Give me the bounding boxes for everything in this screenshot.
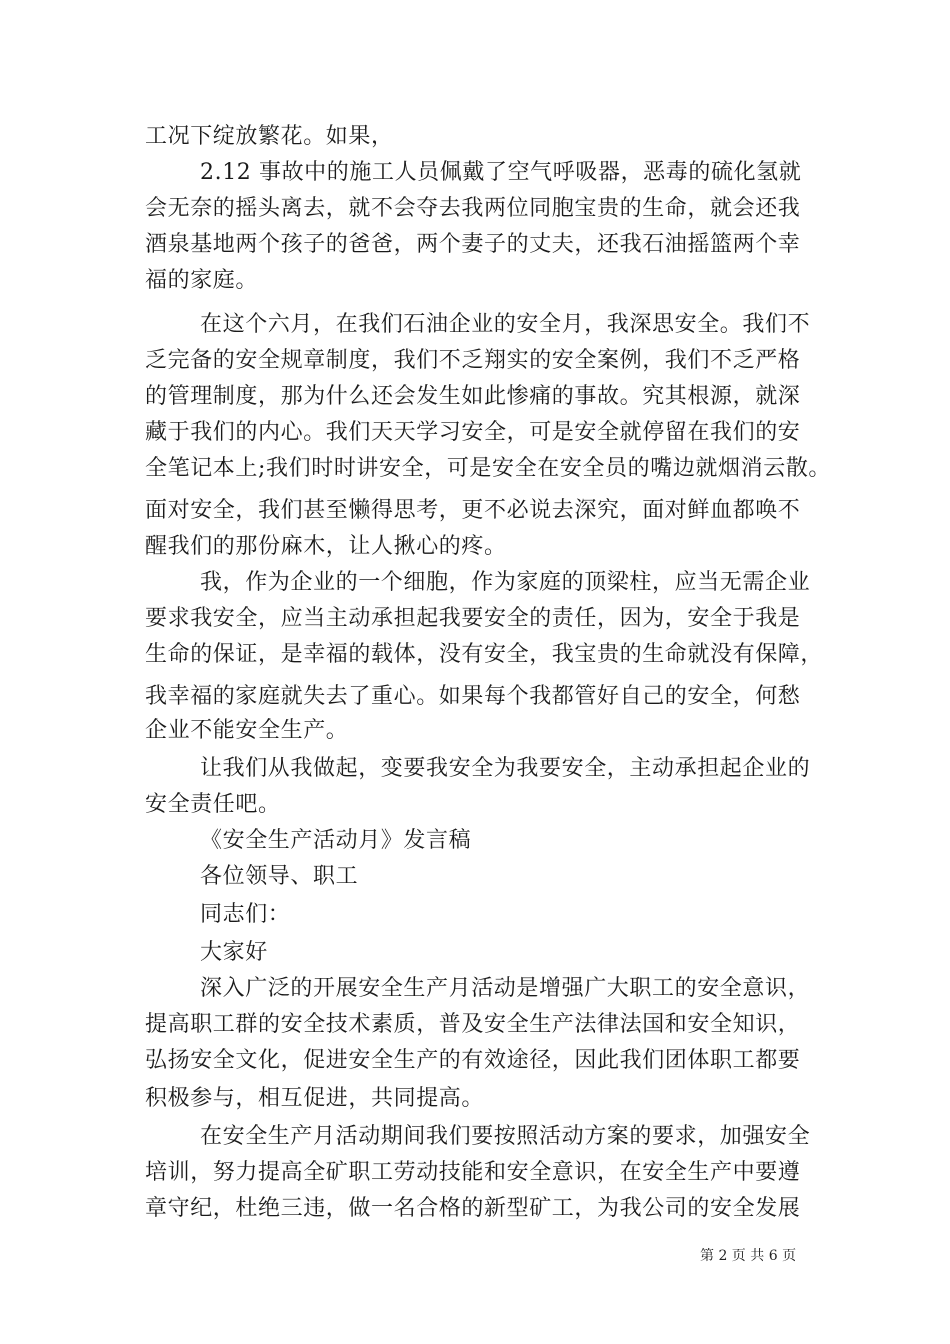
- text-line: 让我们从我做起，变要我安全为我要安全，主动承担起企业的: [200, 756, 811, 781]
- text-line: 积极参与，相互促进，共同提高。: [145, 1086, 485, 1111]
- text-line: 醒我们的那份麻木，让人揪心的疼。: [145, 534, 507, 559]
- text-line: 深入广泛的开展安全生产月活动是增强广大职工的安全意识，: [200, 976, 811, 1001]
- text-line: 提高职工群的安全技术素质，普及安全生产法律法国和安全知识，: [145, 1012, 801, 1037]
- text-line: 生命的保证，是幸福的载体，没有安全，我宝贵的生命就没有保障，: [145, 642, 824, 667]
- text-line: 工况下绽放繁花。如果，: [145, 124, 394, 149]
- text-line: 乏完备的安全规章制度，我们不乏翔实的安全案例，我们不乏严格: [145, 348, 801, 373]
- text-line: 2.12 事故中的施工人员佩戴了空气呼吸器，恶毒的硫化氢就: [200, 160, 802, 185]
- text-line: 我幸福的家庭就失去了重心。如果每个我都管好自己的安全，何愁: [145, 684, 801, 709]
- text-line: 在这个六月，在我们石油企业的安全月，我深思安全。我们不: [200, 312, 811, 337]
- text-line: 我，作为企业的一个细胞，作为家庭的顶梁柱，应当无需企业: [200, 570, 811, 595]
- text-line: 章守纪，杜绝三违，做一名合格的新型矿工，为我公司的安全发展: [145, 1196, 801, 1221]
- document-title: 《安全生产活动月》发言稿: [200, 828, 472, 853]
- text-line: 会无奈的摇头离去，就不会夺去我两位同胞宝贵的生命，就会还我: [145, 196, 801, 221]
- text-line: 面对安全，我们甚至懒得思考，更不必说去深究，面对鲜血都唤不: [145, 498, 801, 523]
- text-line: 各位领导、职工: [200, 864, 359, 889]
- text-line: 酒泉基地两个孩子的爸爸，两个妻子的丈夫，还我石油摇篮两个幸: [145, 232, 801, 257]
- text-line: 藏于我们的内心。我们天天学习安全，可是安全就停留在我们的安: [145, 420, 801, 445]
- text-line: 大家好: [200, 940, 268, 965]
- text-line: 培训，努力提高全矿职工劳动技能和安全意识，在安全生产中要遵: [145, 1160, 801, 1185]
- text-line: 福的家庭。: [145, 268, 259, 293]
- text-line: 同志们：: [200, 902, 291, 927]
- text-line: 的管理制度，那为什么还会发生如此惨痛的事故。究其根源，就深: [145, 384, 801, 409]
- page-number: 第 2 页 共 6 页: [700, 1248, 797, 1264]
- text-line: 要求我安全，应当主动承担起我要安全的责任，因为，安全于我是: [145, 606, 801, 631]
- text-line: 在安全生产月活动期间我们要按照活动方案的要求，加强安全: [200, 1124, 811, 1149]
- text-line: 安全责任吧。: [145, 792, 281, 817]
- text-line: 全笔记本上;我们时时讲安全，可是安全在安全员的嘴边就烟消云散。: [145, 456, 832, 481]
- text-line: 企业不能安全生产。: [145, 718, 349, 743]
- text-line: 弘扬安全文化，促进安全生产的有效途径，因此我们团体职工都要: [145, 1048, 801, 1073]
